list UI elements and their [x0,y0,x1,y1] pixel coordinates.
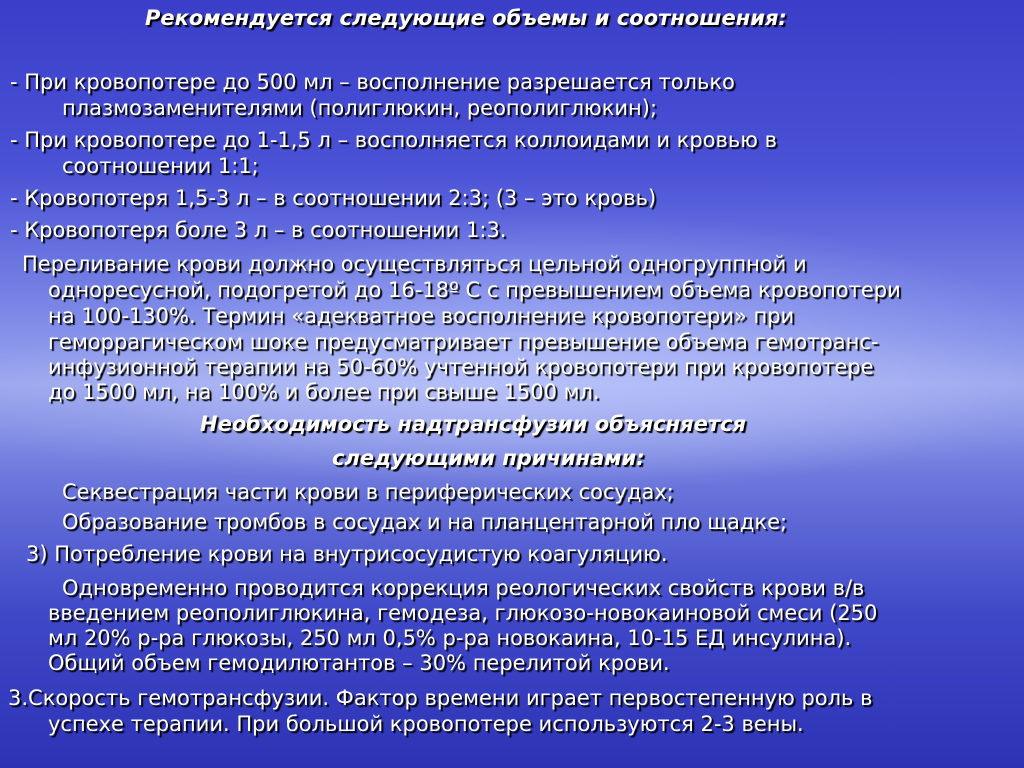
list-item-line: плазмозаменителями (полиглюкин, реополиглюкин); [62,96,658,120]
paragraph-line: инфузионной терапии на 50-60% учтенной кровопотери при кровопотере [48,355,874,379]
paragraph-line: 3.Скорость гемотрансфузии. Фактор времени играет первостепенную роль в [8,686,873,710]
list-item-line: - При кровопотере до 500 мл – восполнение разрешается только [10,70,735,94]
list-item-line: - Кровопотеря 1,5-3 л – в соотношении 2:3; (3 – это кровь) [10,186,657,210]
paragraph-line: Общий объем гемодилютантов – 30% перелитой крови. [48,651,670,675]
list-item-line: - Кровопотеря боле 3 л – в соотношении 1:3. [10,218,507,242]
paragraph-line: геморрагическом шоке предусматривает превышение объема гемотранс- [48,330,879,354]
paragraph-line: успехе терапии. При большой кровопотере используются 2-3 вены. [48,712,804,736]
slide-heading: Рекомендуется следующие объемы и соотношения: [145,6,787,30]
paragraph-line: одноресусной, подогретой до 16-18º С с превышением объема кровопотери [48,278,901,302]
list-item-line: соотношении 1:1; [62,154,259,178]
list-item-line: - При кровопотере до 1-1,5 л – восполняется коллоидами и кровью в [10,128,778,152]
reason-line: 3) Потребление крови на внутрисосудистую коагуляцию. [26,542,668,566]
paragraph-line: Одновременно проводится коррекция реологических свойств крови в/в [62,576,865,600]
subheading: Необходимость надтрансфузии объясняется [200,412,746,436]
reason-line: Образование тромбов в сосудах и на планцентарной пло щадке; [62,510,788,534]
paragraph-line: Переливание крови должно осуществляться цельной одногруппной и [22,252,807,276]
paragraph-line: введением реополиглюкина, гемодеза, глюкозо-новокаиновой смеси (250 [48,601,878,625]
paragraph-line: мл 20% р-ра глюкозы, 250 мл 0,5% р-ра новокаина, 10-15 ЕД инсулина). [48,626,852,650]
paragraph-line: на 100-130%. Термин «адекватное восполнение кровопотери» при [48,304,795,328]
subheading: следующими причинами: [332,446,645,470]
paragraph-line: до 1500 мл, на 100% и более при свыше 1500 мл. [48,380,600,404]
reason-line: Секвестрация части крови в периферических сосудах; [62,480,674,504]
